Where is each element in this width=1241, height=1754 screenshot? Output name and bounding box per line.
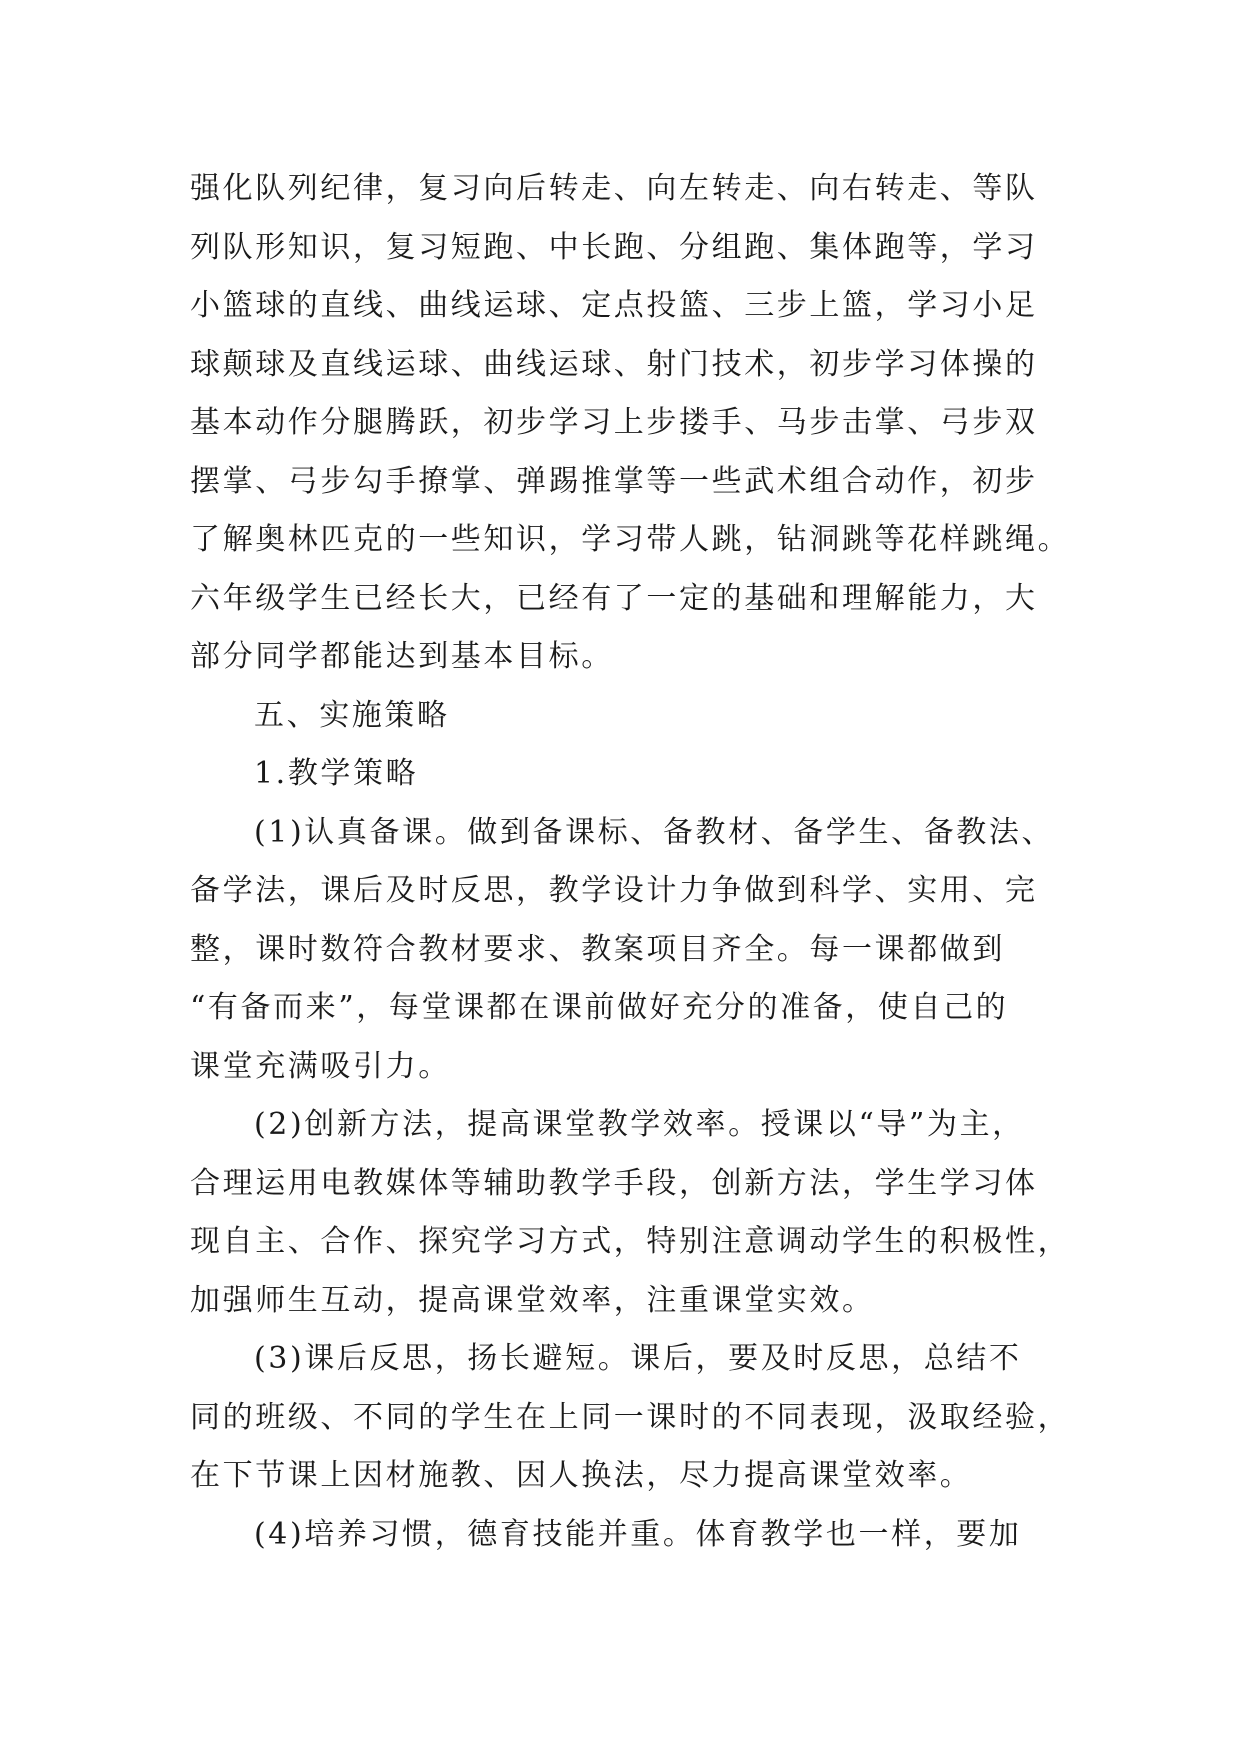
text-line: 在下节课上因材施教、因人换法，尽力提高课堂效率。 xyxy=(190,1458,973,1493)
text-line: (1)认真备课。做到备课标、备教材、备学生、备教法、 xyxy=(254,814,1055,850)
text-line: (3)课后反思，扬长避短。课后，要及时反思，总结不 xyxy=(254,1341,1022,1376)
text-line: 1.教学策略 xyxy=(254,756,419,791)
text-line: 摆掌、弓步勾手撩掌、弹踢推掌等一些武术组合动作，初步 xyxy=(190,463,1038,499)
text-line: (4)培养习惯，德育技能并重。体育教学也一样，要加 xyxy=(254,1516,1022,1552)
text-line: 整，课时数符合教材要求、教案项目齐全。每一课都做到 xyxy=(190,931,1005,967)
text-line: 六年级学生已经长大，已经有了一定的基础和理解能力，大 xyxy=(190,580,1038,616)
text-line: 列队形知识，复习短跑、中长跑、分组跑、集体跑等，学习 xyxy=(190,229,1038,265)
text-line: 了解奥林匹克的一些知识，学习带人跳，钻洞跳等花样跳绳。 xyxy=(190,522,1071,557)
text-line: 课堂充满吸引力。 xyxy=(190,1048,451,1084)
text-line: 球颠球及直线运球、曲线运球、射门技术，初步学习体操的 xyxy=(190,346,1038,382)
text-line: 合理运用电教媒体等辅助教学手段，创新方法，学生学习体 xyxy=(190,1165,1038,1201)
text-line: 同的班级、不同的学生在上同一课时的不同表现，汲取经验， xyxy=(190,1399,1071,1435)
text-line: 备学法，课后及时反思，教学设计力争做到科学、实用、完 xyxy=(190,873,1038,908)
text-line: 加强师生互动，提高课堂效率，注重课堂实效。 xyxy=(190,1282,875,1318)
text-line: “有备而来”，每堂课都在课前做好充分的准备，使自己的 xyxy=(190,990,1009,1025)
text-line: (2)创新方法，提高课堂教学效率。授课以“导”为主， xyxy=(254,1107,1025,1142)
document-body xyxy=(190,160,1070,1564)
text-line: 部分同学都能达到基本目标。 xyxy=(190,639,614,674)
text-line: 小篮球的直线、曲线运球、定点投篮、三步上篮，学习小足 xyxy=(190,288,1038,323)
text-line: 基本动作分腿腾跃，初步学习上步搂手、马步击掌、弓步双 xyxy=(190,405,1038,440)
text-line: 强化队列纪律，复习向后转走、向左转走、向右转走、等队 xyxy=(190,171,1038,206)
text-line: 现自主、合作、探究学习方式，特别注意调动学生的积极性， xyxy=(190,1224,1071,1259)
text-line: 五、实施策略 xyxy=(254,697,450,733)
